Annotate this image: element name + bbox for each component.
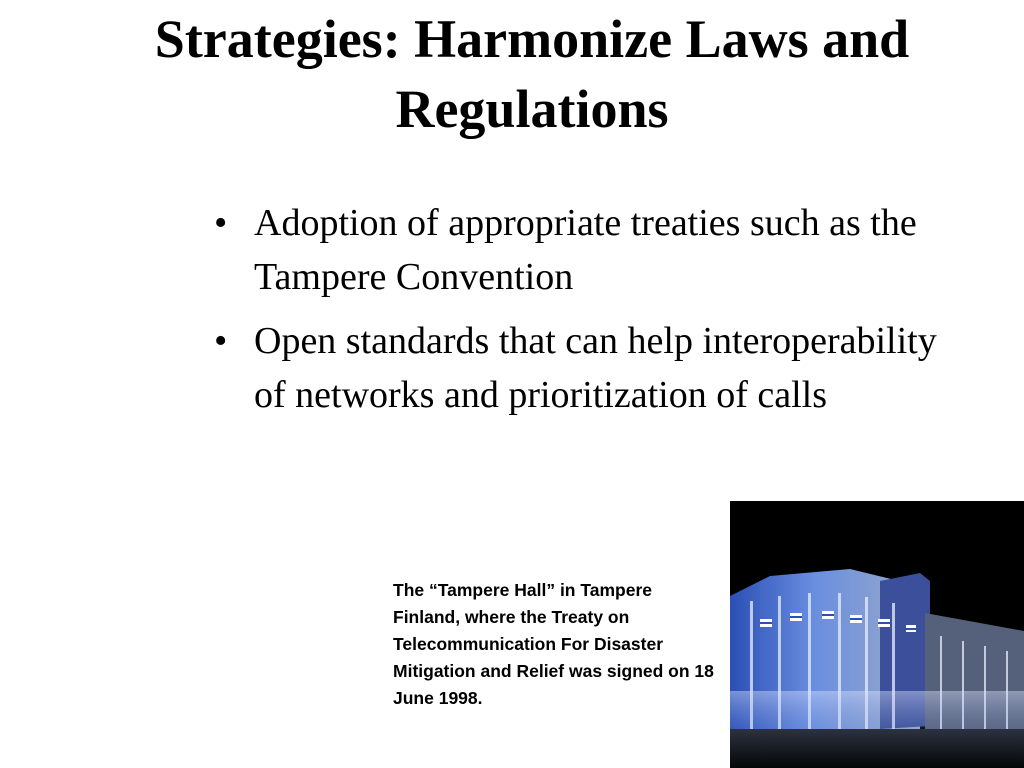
bullet-item	[210, 314, 950, 422]
bullet-text: Adoption of appropriate treaties such as the Tampere Convention	[254, 202, 917, 298]
photo-caption: The “Tampere Hall” in Tampere Finland, where the Treaty on Telecommunication For Disaster Mitigation and Relief was signed on 18 June 1998.	[393, 580, 714, 708]
bullet-item	[210, 196, 950, 304]
bullet-text: Open standards that can help interoperability of networks and prioritization of calls	[254, 320, 937, 416]
tampere-hall-illustration	[730, 501, 1024, 768]
tampere-hall-photo	[730, 501, 1024, 768]
bullet-list	[210, 196, 950, 432]
bullet-dot: •	[214, 320, 228, 362]
slide-title: Strategies: Harmonize Laws and Regulations	[154, 9, 910, 139]
bullet-dot: •	[214, 202, 228, 244]
